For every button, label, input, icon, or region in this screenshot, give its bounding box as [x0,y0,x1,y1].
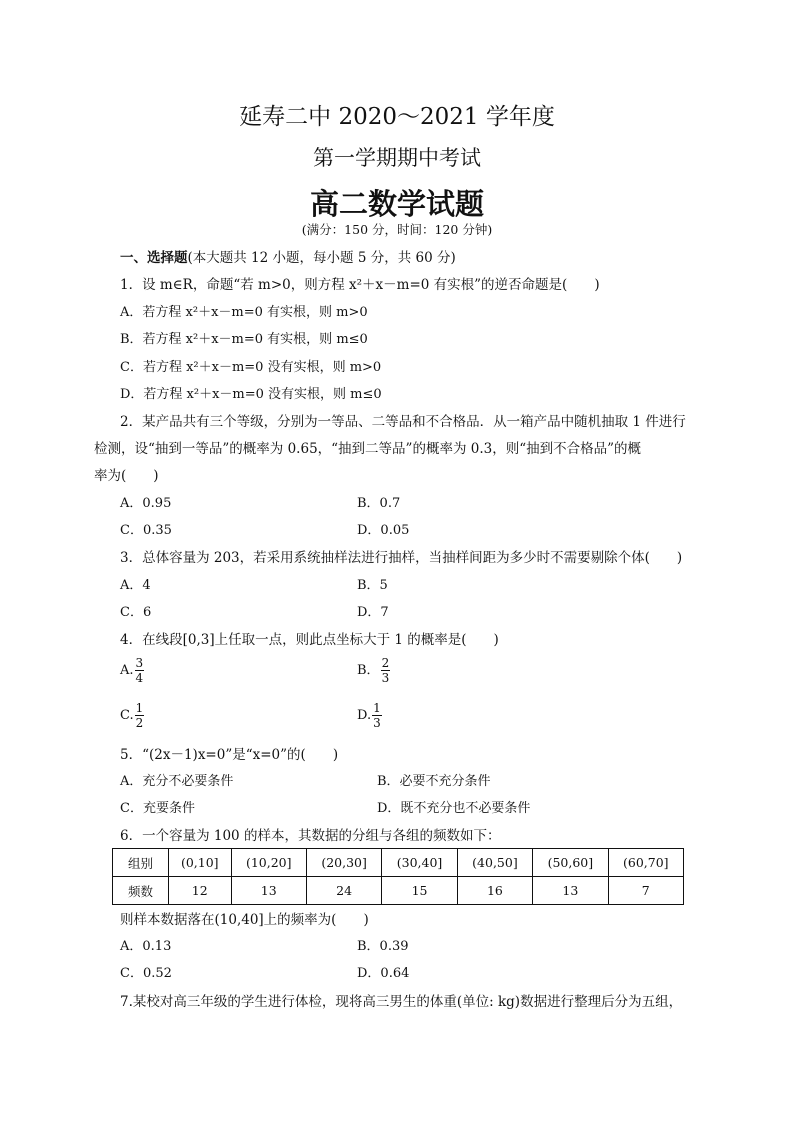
q3-option-d: D．7 [357,605,389,620]
q1-option-c: C．若方程 x²＋x－m=0 没有实根，则 m>0 [120,360,382,375]
table-cell: 13 [231,877,306,905]
q2-stem-line3: 率为( ) [94,468,159,484]
q5-option-a: A．充分不必要条件 [120,774,234,789]
q1-option-a: A．若方程 x²＋x－m=0 有实根，则 m>0 [120,305,368,320]
q4-option-a [120,656,144,685]
table-cell: 13 [533,877,608,905]
table-cell: 频数 [113,877,169,905]
q4-option-c-denominator: 2 [135,716,144,730]
q6-followup: 则样本数据落在(10,40]上的频率为( ) [120,912,369,928]
q1-stem: 1．设 m∈R，命题“若 m>0，则方程 x²＋x－m=0 有实根”的逆否命题是( ) [120,277,600,293]
q1-option-d: D．若方程 x²＋x－m=0 没有实根，则 m≤0 [120,387,382,402]
q4-option-d-label: D. [357,708,372,723]
table-row-counts [113,877,684,905]
table-cell: (40,50] [457,849,532,877]
table-cell: (10,20] [231,849,306,877]
table-cell: (0,10] [169,849,232,877]
table-cell: 7 [608,877,683,905]
q6-option-a: A．0.13 [120,939,172,954]
table-cell: 24 [306,877,381,905]
q2-option-d: D．0.05 [357,523,410,538]
exam-info: (满分：150 分，时间：120 分钟) [301,222,493,237]
q3-option-a: A．4 [120,578,151,593]
q4-option-c-numerator: 1 [135,701,144,715]
q5-stem: 5．“(2x－1)x=0”是“x=0”的( ) [120,747,339,763]
q4-option-c [120,701,144,730]
table-cell: 16 [457,877,532,905]
school-line: 延寿二中 2020～2021 学年度 [239,104,555,130]
q6-stem: 6．一个容量为 100 的样本，其数据的分组与各组的频数如下： [120,828,501,844]
section-heading [120,246,456,266]
q2-stem-line2: 检测，设“抽到一等品”的概率为 0.65，“抽到二等品”的概率为 0.3，则“抽到不合格品”的概 [94,441,642,457]
q7-stem: 7.某校对高三年级的学生进行体检，现将高三男生的体重(单位: kg)数据进行整理后分为五组， [120,994,683,1010]
q4-option-b [357,656,390,685]
q4-option-d-denominator: 3 [373,716,381,730]
q6-option-d: D．0.64 [357,966,410,981]
table-cell: 15 [382,877,457,905]
exam-title: 高二数学试题 [309,187,484,221]
q4-option-a-denominator: 4 [135,671,144,685]
q4-option-b-denominator: 3 [381,671,390,685]
q4-option-a-fraction [135,656,145,685]
table-cell: 组别 [113,849,169,877]
q4-option-d [357,701,382,730]
q3-option-c: C．6 [120,605,152,620]
q4-option-d-fraction [372,701,382,730]
term-line: 第一学期期中考试 [313,146,481,170]
table-cell: (20,30] [306,849,381,877]
q5-option-c: C．充要条件 [120,801,195,816]
q2-option-a: A．0.95 [120,496,172,511]
q3-stem: 3．总体容量为 203，若采用系统抽样法进行抽样，当抽样间距为多少时不需要剔除个体( ) [120,550,683,566]
table-cell: (30,40] [382,849,457,877]
section-heading-label: 一、选择题 [120,250,188,266]
q6-option-b: B．0.39 [357,939,409,954]
table-row-groups [113,849,684,877]
section-heading-note: (本大题共 12 小题，每小题 5 分，共 60 分) [187,250,456,266]
q4-option-b-numerator: 2 [381,656,390,670]
table-cell: (50,60] [533,849,608,877]
q4-option-d-numerator: 1 [373,701,381,715]
q4-option-b-fraction [381,656,391,685]
frequency-table [112,848,684,905]
q5-option-d: D．既不充分也不必要条件 [377,801,531,816]
q4-option-a-numerator: 3 [135,656,144,670]
q5-option-b: B．必要不充分条件 [377,774,491,789]
q4-stem: 4．在线段[0,3]上任取一点，则此点坐标大于 1 的概率是( ) [120,632,499,648]
q6-option-c: C．0.52 [120,966,172,981]
q4-option-b-label: B． [357,663,380,678]
q2-stem-line1: 2．某产品共有三个等级，分别为一等品、二等品和不合格品．从一箱产品中随机抽取 1 件进行 [120,414,686,430]
q2-option-c: C．0.35 [120,523,172,538]
table-cell: 12 [169,877,232,905]
q4-option-c-fraction [135,701,145,730]
q2-option-b: B．0.7 [357,496,401,511]
table-cell: (60,70] [608,849,683,877]
q4-option-a-label: A. [120,663,134,678]
q4-option-c-label: C. [120,708,134,723]
q1-option-b: B．若方程 x²＋x－m=0 有实根，则 m≤0 [120,332,368,347]
q3-option-b: B．5 [357,578,388,593]
